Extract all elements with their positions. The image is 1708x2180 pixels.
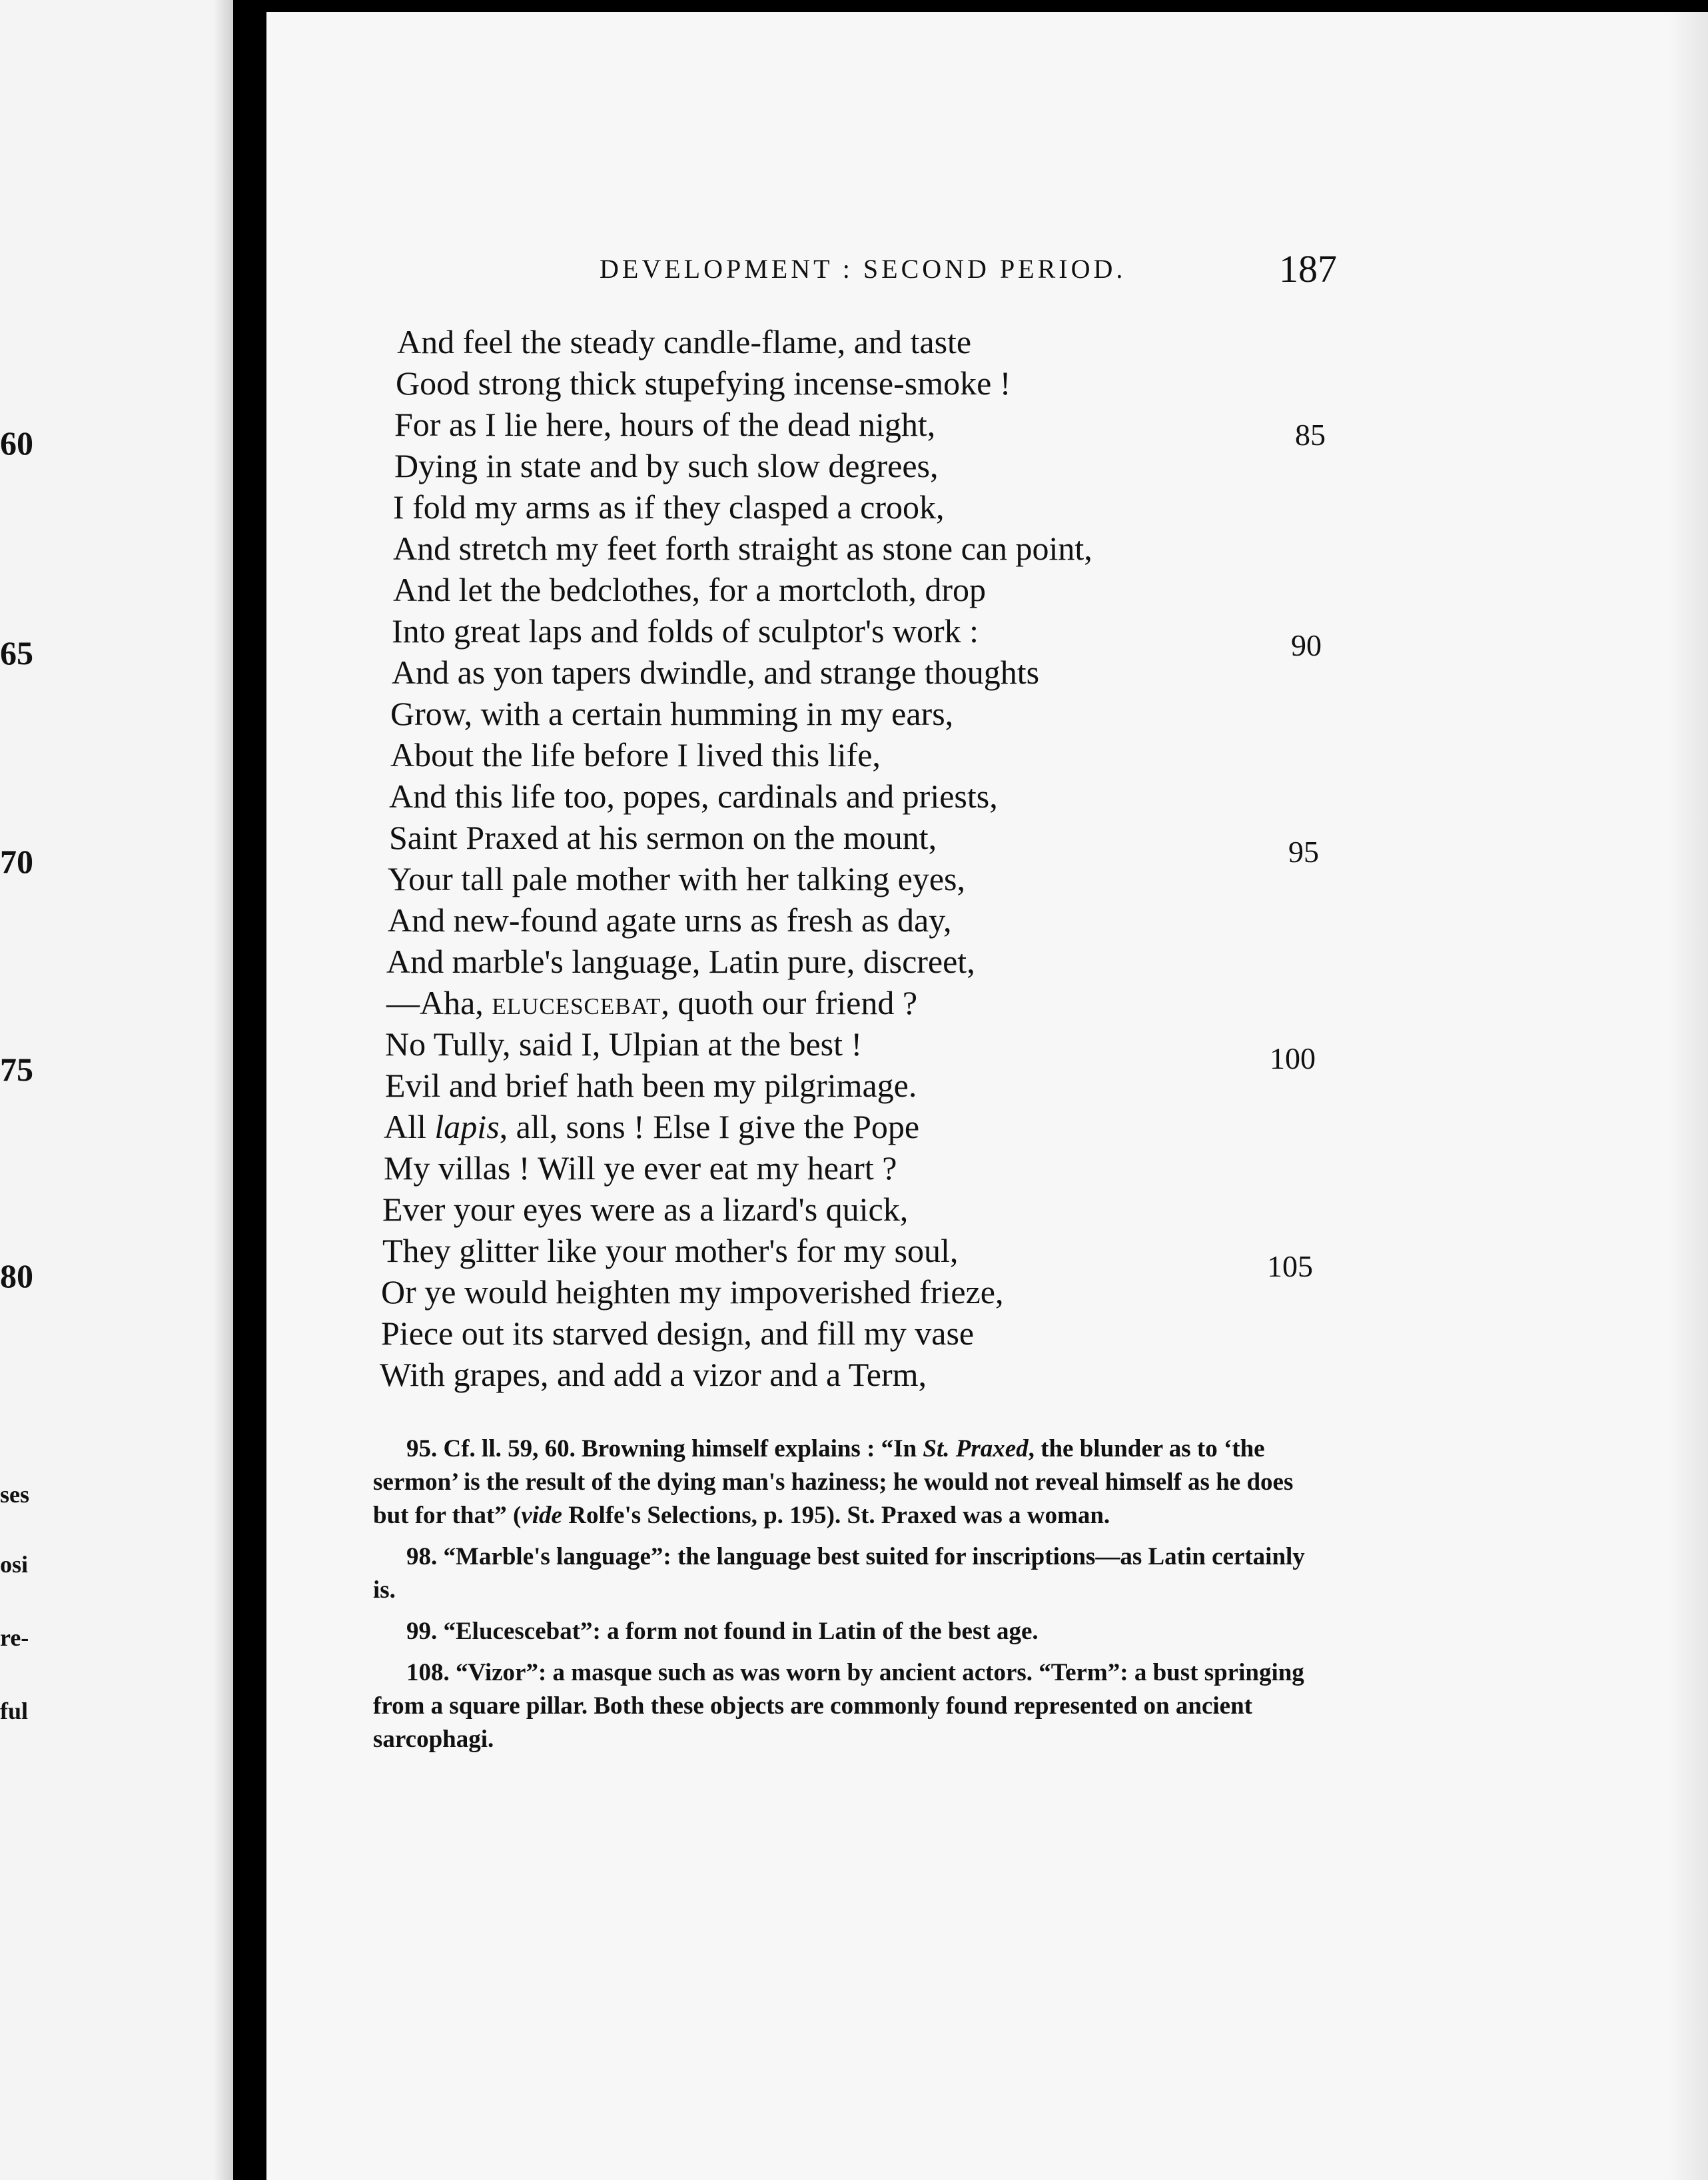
line-number: 95 bbox=[1288, 835, 1319, 869]
left-line-number: 65 bbox=[0, 634, 33, 672]
left-line-number: 70 bbox=[0, 843, 33, 880]
verse-line: They glitter like your mother's for my soul, bbox=[382, 1232, 959, 1269]
verse-line: Saint Praxed at his sermon on the mount, bbox=[389, 819, 937, 856]
footnote-108 bbox=[373, 1656, 1312, 1756]
verse-text: , all, sons ! Else I give the Pope bbox=[499, 1108, 920, 1145]
line-number: 100 bbox=[1270, 1041, 1316, 1075]
verse-line: And this life too, popes, cardinals and priests, bbox=[389, 778, 998, 815]
verse-line: And as yon tapers dwindle, and strange thoughts bbox=[392, 654, 1040, 691]
line-number: 85 bbox=[1295, 418, 1326, 452]
footnote-italic: St. Praxed bbox=[923, 1435, 1029, 1462]
line-number: 90 bbox=[1291, 628, 1322, 662]
italic-word: lapis bbox=[434, 1108, 500, 1145]
running-head: DEVELOPMENT : SECOND PERIOD. bbox=[600, 254, 1126, 284]
verse-line bbox=[384, 1110, 919, 1143]
footnote-95 bbox=[373, 1432, 1312, 1532]
verse-line bbox=[386, 986, 917, 1019]
verse-text: , quoth our friend ? bbox=[661, 984, 918, 1021]
footnote-italic: vide bbox=[521, 1502, 562, 1529]
left-text-fragment: re- bbox=[0, 1624, 29, 1651]
verse-line: And let the bedclothes, for a mortcloth, drop bbox=[393, 571, 987, 608]
line-number: 105 bbox=[1267, 1249, 1313, 1283]
verse-line: Piece out its starved design, and fill my vase bbox=[381, 1315, 975, 1352]
smallcaps-word: elucescebat bbox=[492, 984, 661, 1021]
verse-line: My villas ! Will ye ever eat my heart ? bbox=[384, 1149, 897, 1187]
page-edge bbox=[1668, 12, 1708, 2180]
verse-line: And marble's language, Latin pure, discreet, bbox=[386, 943, 975, 980]
footnote-99 bbox=[373, 1615, 1312, 1648]
verse-line: Evil and brief hath been my pilgrimage. bbox=[385, 1067, 917, 1104]
verse-line: And feel the steady candle-flame, and taste bbox=[397, 323, 972, 360]
verse-line: Dying in state and by such slow degrees, bbox=[394, 447, 939, 484]
left-line-number: 75 bbox=[0, 1051, 33, 1088]
left-text-fragment: ses bbox=[0, 1481, 29, 1508]
verse-text: —Aha, bbox=[386, 984, 492, 1021]
verse-line: And new-found agate urns as fresh as day, bbox=[388, 901, 952, 939]
verse-line: For as I lie here, hours of the dead night, bbox=[394, 406, 936, 443]
verse-line: Ever your eyes were as a lizard's quick, bbox=[382, 1191, 909, 1228]
verse-line: Grow, with a certain humming in my ears, bbox=[390, 695, 954, 732]
gutter-shadow bbox=[213, 0, 233, 2180]
footnote-text: Rolfe's Selections, p. 195). St. Praxed was a woman. bbox=[562, 1502, 1110, 1529]
left-text-fragment: osi bbox=[0, 1551, 29, 1578]
verse-line: Your tall pale mother with her talking eyes, bbox=[388, 860, 965, 897]
footnote-text: 98. “Marble's language”: the language best suited for inscriptions—as Latin certainly is. bbox=[373, 1543, 1305, 1604]
previous-page-edge bbox=[0, 0, 233, 2180]
left-line-number: 80 bbox=[0, 1257, 33, 1295]
footnote-text: 95. Cf. ll. 59, 60. Browning himself explains : “In bbox=[406, 1435, 923, 1462]
page-number: 187 bbox=[1279, 247, 1337, 290]
footnote-text: , the blunder as to ‘the sermon’ is the result of the dying man's haziness; he would not reveal himself as he does but for that” ( bbox=[373, 1435, 1294, 1529]
verse-line: Into great laps and folds of sculptor's work : bbox=[392, 612, 979, 650]
footnote-text: 99. “Elucescebat”: a form not found in Latin of the best age. bbox=[406, 1618, 1039, 1645]
verse-line: Good strong thick stupefying incense-smoke ! bbox=[396, 364, 1011, 402]
verse-line: And stretch my feet forth straight as stone can point, bbox=[393, 530, 1092, 567]
verse-line: I fold my arms as if they clasped a crook, bbox=[393, 488, 945, 526]
footnote-text: 108. “Vizor”: a masque such as was worn by ancient actors. “Term”: a bust springing from a square pillar. Both these objects are commonly found represented on ancient sarcophagi. bbox=[373, 1659, 1304, 1753]
verse-line: Or ye would heighten my impoverished frieze, bbox=[381, 1273, 1004, 1311]
left-text-fragment: ful bbox=[0, 1698, 29, 1724]
verse-line: About the life before I lived this life, bbox=[390, 736, 881, 774]
verse-line: No Tully, said I, Ulpian at the best ! bbox=[385, 1025, 863, 1063]
footnotes bbox=[373, 1432, 1312, 1764]
footnote-98 bbox=[373, 1540, 1312, 1607]
verse-text: All bbox=[384, 1108, 435, 1145]
verse-line: With grapes, and add a vizor and a Term, bbox=[380, 1356, 927, 1393]
left-line-number: 60 bbox=[0, 424, 33, 462]
